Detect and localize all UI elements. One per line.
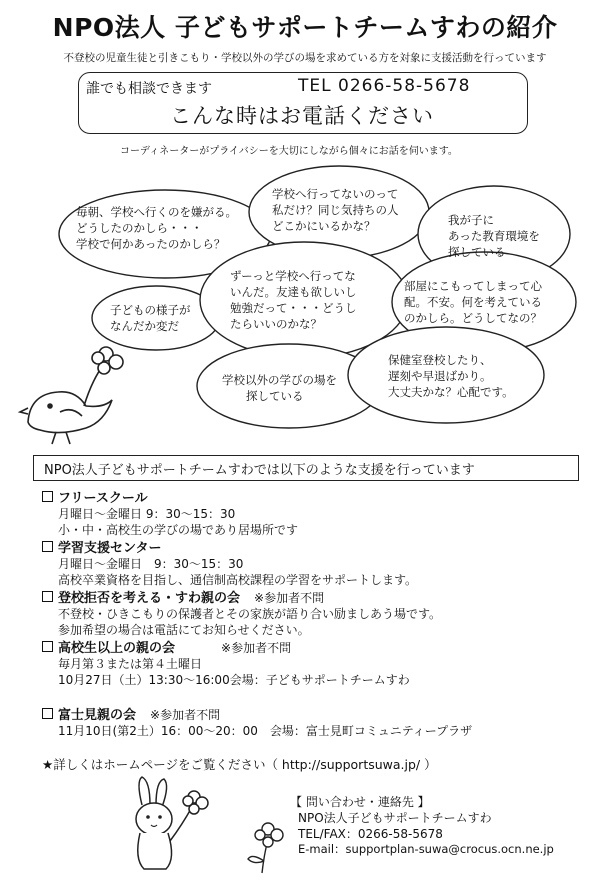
service-learning-center: 学習支援センター	[42, 537, 161, 556]
contact-phone-fax[interactable]: TEL/FAX：0266-58-5678	[298, 827, 443, 841]
service-free-school: フリースクール	[42, 487, 148, 506]
service-line: 11月10日(第2土）16：00～20：00 会場：富士見町コミュニティープラザ	[58, 724, 473, 738]
service-parents-meeting: 登校拒否を考える・すわ親の会 ※参加者不問	[42, 587, 324, 606]
square-bullet-icon	[42, 708, 53, 719]
bubble-text-nurse-office: 保健室登校したり、 遅刻や早退ばかり。 大丈夫かな？心配です。	[388, 353, 514, 399]
page-subtitle: 不登校の児童生徒と引きこもり・学校以外の学びの場を求めている方を対象に支援活動を行っています	[63, 52, 547, 64]
bubble-text-strange: 子どもの様子が なんだか変だ	[110, 303, 191, 333]
bubble-text-only-me: 学校へ行ってないのって 私だけ？同じ気持ちの人 どこかにいるかな？	[272, 187, 399, 233]
call-box-phone[interactable]: TEL 0266-58-5678	[298, 76, 471, 96]
coordinator-note: コーディネーターがプライバシーを大切にしながら個々にお話を伺います。	[120, 146, 458, 157]
contact-organization: NPO法人子どもサポートチームすわ	[298, 811, 492, 825]
service-line: 不登校・ひきこもりの保護者とその家族が語り合い励ましあう場です。	[58, 607, 442, 621]
service-line: 10月27日（土）13:30～16:00会場：子どもサポートチームすわ	[58, 673, 410, 687]
contact-email[interactable]: E-mail：supportplan-suwa@crocus.ocn.ne.jp	[298, 842, 554, 856]
square-bullet-icon	[42, 641, 53, 652]
square-bullet-icon	[42, 591, 53, 602]
contact-heading: 【 問い合わせ・連絡先 】	[290, 795, 430, 809]
service-line: 小・中・高校生の学びの場であり居場所です	[58, 523, 299, 537]
service-line: 毎月第３または第４土曜日	[58, 657, 203, 671]
square-bullet-icon	[42, 541, 53, 552]
support-heading: NPO法人子どもサポートチームすわでは以下のような支援を行っています	[44, 463, 475, 478]
bird-flower-illustration	[20, 347, 123, 444]
bubble-text-learning-place: 学校以外の学びの場を 探している	[222, 373, 337, 403]
bubble-text-environment: 我が子に あった教育環境を 探している	[448, 213, 540, 259]
call-box-consult-text: 誰でも相談できます	[86, 81, 212, 97]
service-highschool-parents: 高校生以上の親の会 ※参加者不問	[42, 637, 291, 656]
service-fujimi-parents: 富士見親の会 ※参加者不問	[42, 704, 220, 723]
call-box-heading: こんな時はお電話ください	[170, 104, 434, 128]
page-title: NPO法人 子どもサポートチームすわの紹介	[52, 13, 558, 42]
bubble-text-morning: 毎朝、学校へ行くのを嫌がる。 どうしたのかしら・・・ 学校で何かあったのかしら？	[76, 205, 237, 251]
service-line: 月曜日～金曜日 9：30～15：30	[58, 507, 236, 521]
service-line: 月曜日～金曜日 9：30～15：30	[58, 557, 244, 571]
bubble-text-room: 部屋にこもってしまって心 配。不安。何を考えている のかしら。どうしてなの？	[404, 279, 542, 325]
flower-icon	[238, 815, 298, 875]
service-line: 高校卒業資格を目指し、通信制高校課程の学習をサポートします。	[58, 573, 418, 587]
square-bullet-icon	[42, 491, 53, 502]
bubble-text-long-absence: ずーっと学校へ行ってな いんだ。友達も欲しいし 勉強だって・・・どうし たらいいのかな？	[230, 269, 357, 331]
rabbit-illustration	[120, 775, 220, 875]
website-link[interactable]: ★詳しくはホームページをご覧ください（ http://supportsuwa.jp/ ）	[42, 757, 437, 772]
service-line: 参加希望の場合は電話にてお知らせください。	[58, 623, 310, 637]
